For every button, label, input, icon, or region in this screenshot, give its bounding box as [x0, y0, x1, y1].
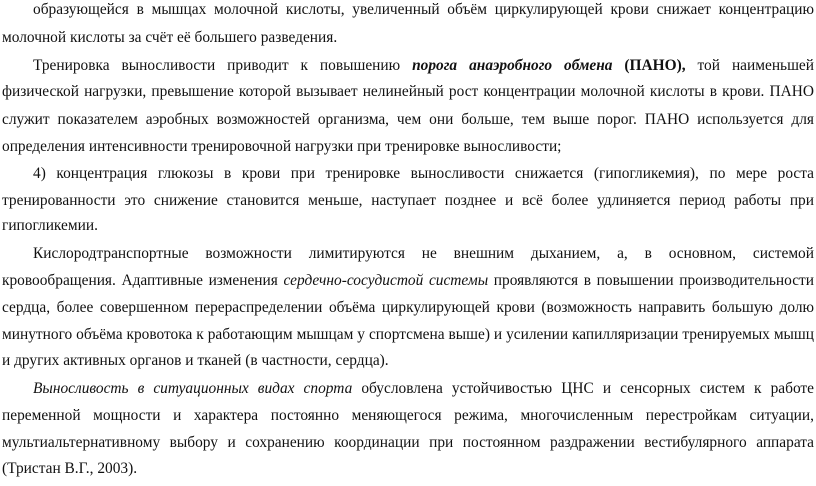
p1-line-1: [0, 0, 816, 23]
p2-abbr-pano: (ПАНО),: [624, 57, 686, 74]
p5-line-3: [0, 430, 816, 456]
p5-text-2: переменной мощности и характера постоянно меняющегося режима, многочисленным перестройкам ситуации,: [2, 407, 814, 424]
p2-line-4: [0, 134, 816, 160]
p4-line-4: [0, 322, 816, 348]
p5-term-situational: Выносливость в ситуационных видах спорта: [33, 380, 353, 397]
p2-term-pano: порога анаэробного обмена: [412, 57, 613, 74]
p3-text-3: гипогликемии.: [2, 217, 98, 234]
p2-text-1b: той наименьшей: [697, 57, 814, 74]
p2-text-4: определения интенсивности тренировочной нагрузки при тренировке выносливости;: [2, 138, 562, 155]
p3-line-3: [0, 213, 816, 239]
p5-text-3: мультиальтернативному выбору и сохранению координации при постоянном раздражении вестибулярного аппарата: [2, 434, 814, 451]
p4-line-5: [0, 348, 816, 374]
p4-text-3: сердца, более совершенном перераспределении объёма циркулирующей крови (возможность направить большую долю: [2, 299, 814, 316]
p4-line-1: [0, 241, 816, 267]
p2-text-1a: Тренировка выносливости приводит к повышению: [33, 57, 401, 74]
p4-line-3: [0, 295, 816, 321]
p5-line-1: [0, 376, 816, 402]
p3-text-1: 4) концентрация глюкозы в крови при тренировке выносливости снижается (гипогликемия), по мере роста: [33, 165, 814, 182]
p4-text-4: минутного объёма кровотока к работающим мышцам у спортсмена выше) и усилении капилляризации тренируемых мышц: [2, 326, 814, 343]
p2-text-3: служит показателем аэробных возможностей организма, чем они больше, тем выше порог. ПАНО используется для: [2, 111, 814, 128]
p2-line-3: [0, 107, 816, 133]
p5-text-1b: обусловлена устойчивостью ЦНС и сенсорных систем к работе: [361, 380, 814, 397]
p4-text-2b: проявляются в повышении производительности: [493, 272, 814, 289]
p2-line-1: [0, 53, 816, 79]
p5-line-2: [0, 403, 816, 429]
p3-line-2: [0, 188, 816, 214]
p1-line-2: [0, 25, 816, 51]
p5-line-4: [0, 456, 816, 482]
p4-term-cardio: сердечно-сосудистой системы: [283, 272, 489, 289]
p4-text-5: и других активных органов и тканей (в частности, сердца).: [2, 352, 389, 369]
p5-text-4: (Тристан В.Г., 2003).: [2, 460, 138, 477]
p3-line-1: [0, 161, 816, 187]
p2-text-2: физической нагрузки, превышение которой вызывает нелинейный рост концентрации молочной кислоты в крови. ПАНО: [2, 83, 814, 100]
p4-text-1: Кислородтранспортные возможности лимитируются не внешним дыханием, а, в основном, системой: [33, 245, 814, 262]
p1-text-2: молочной кислоты за счёт её большего разведения.: [2, 29, 338, 46]
p4-line-2: [0, 268, 816, 294]
p3-text-2: тренированности это снижение становится меньше, наступает позднее и всё более удлиняется период работы при: [2, 192, 814, 209]
p4-text-2a: кровообращения. Адаптивные изменения: [2, 272, 278, 289]
p1-text-1: образующейся в мышцах молочной кислоты, увеличенный объём циркулирующей крови снижает концентрацию: [33, 1, 814, 18]
p2-line-2: [0, 79, 816, 105]
